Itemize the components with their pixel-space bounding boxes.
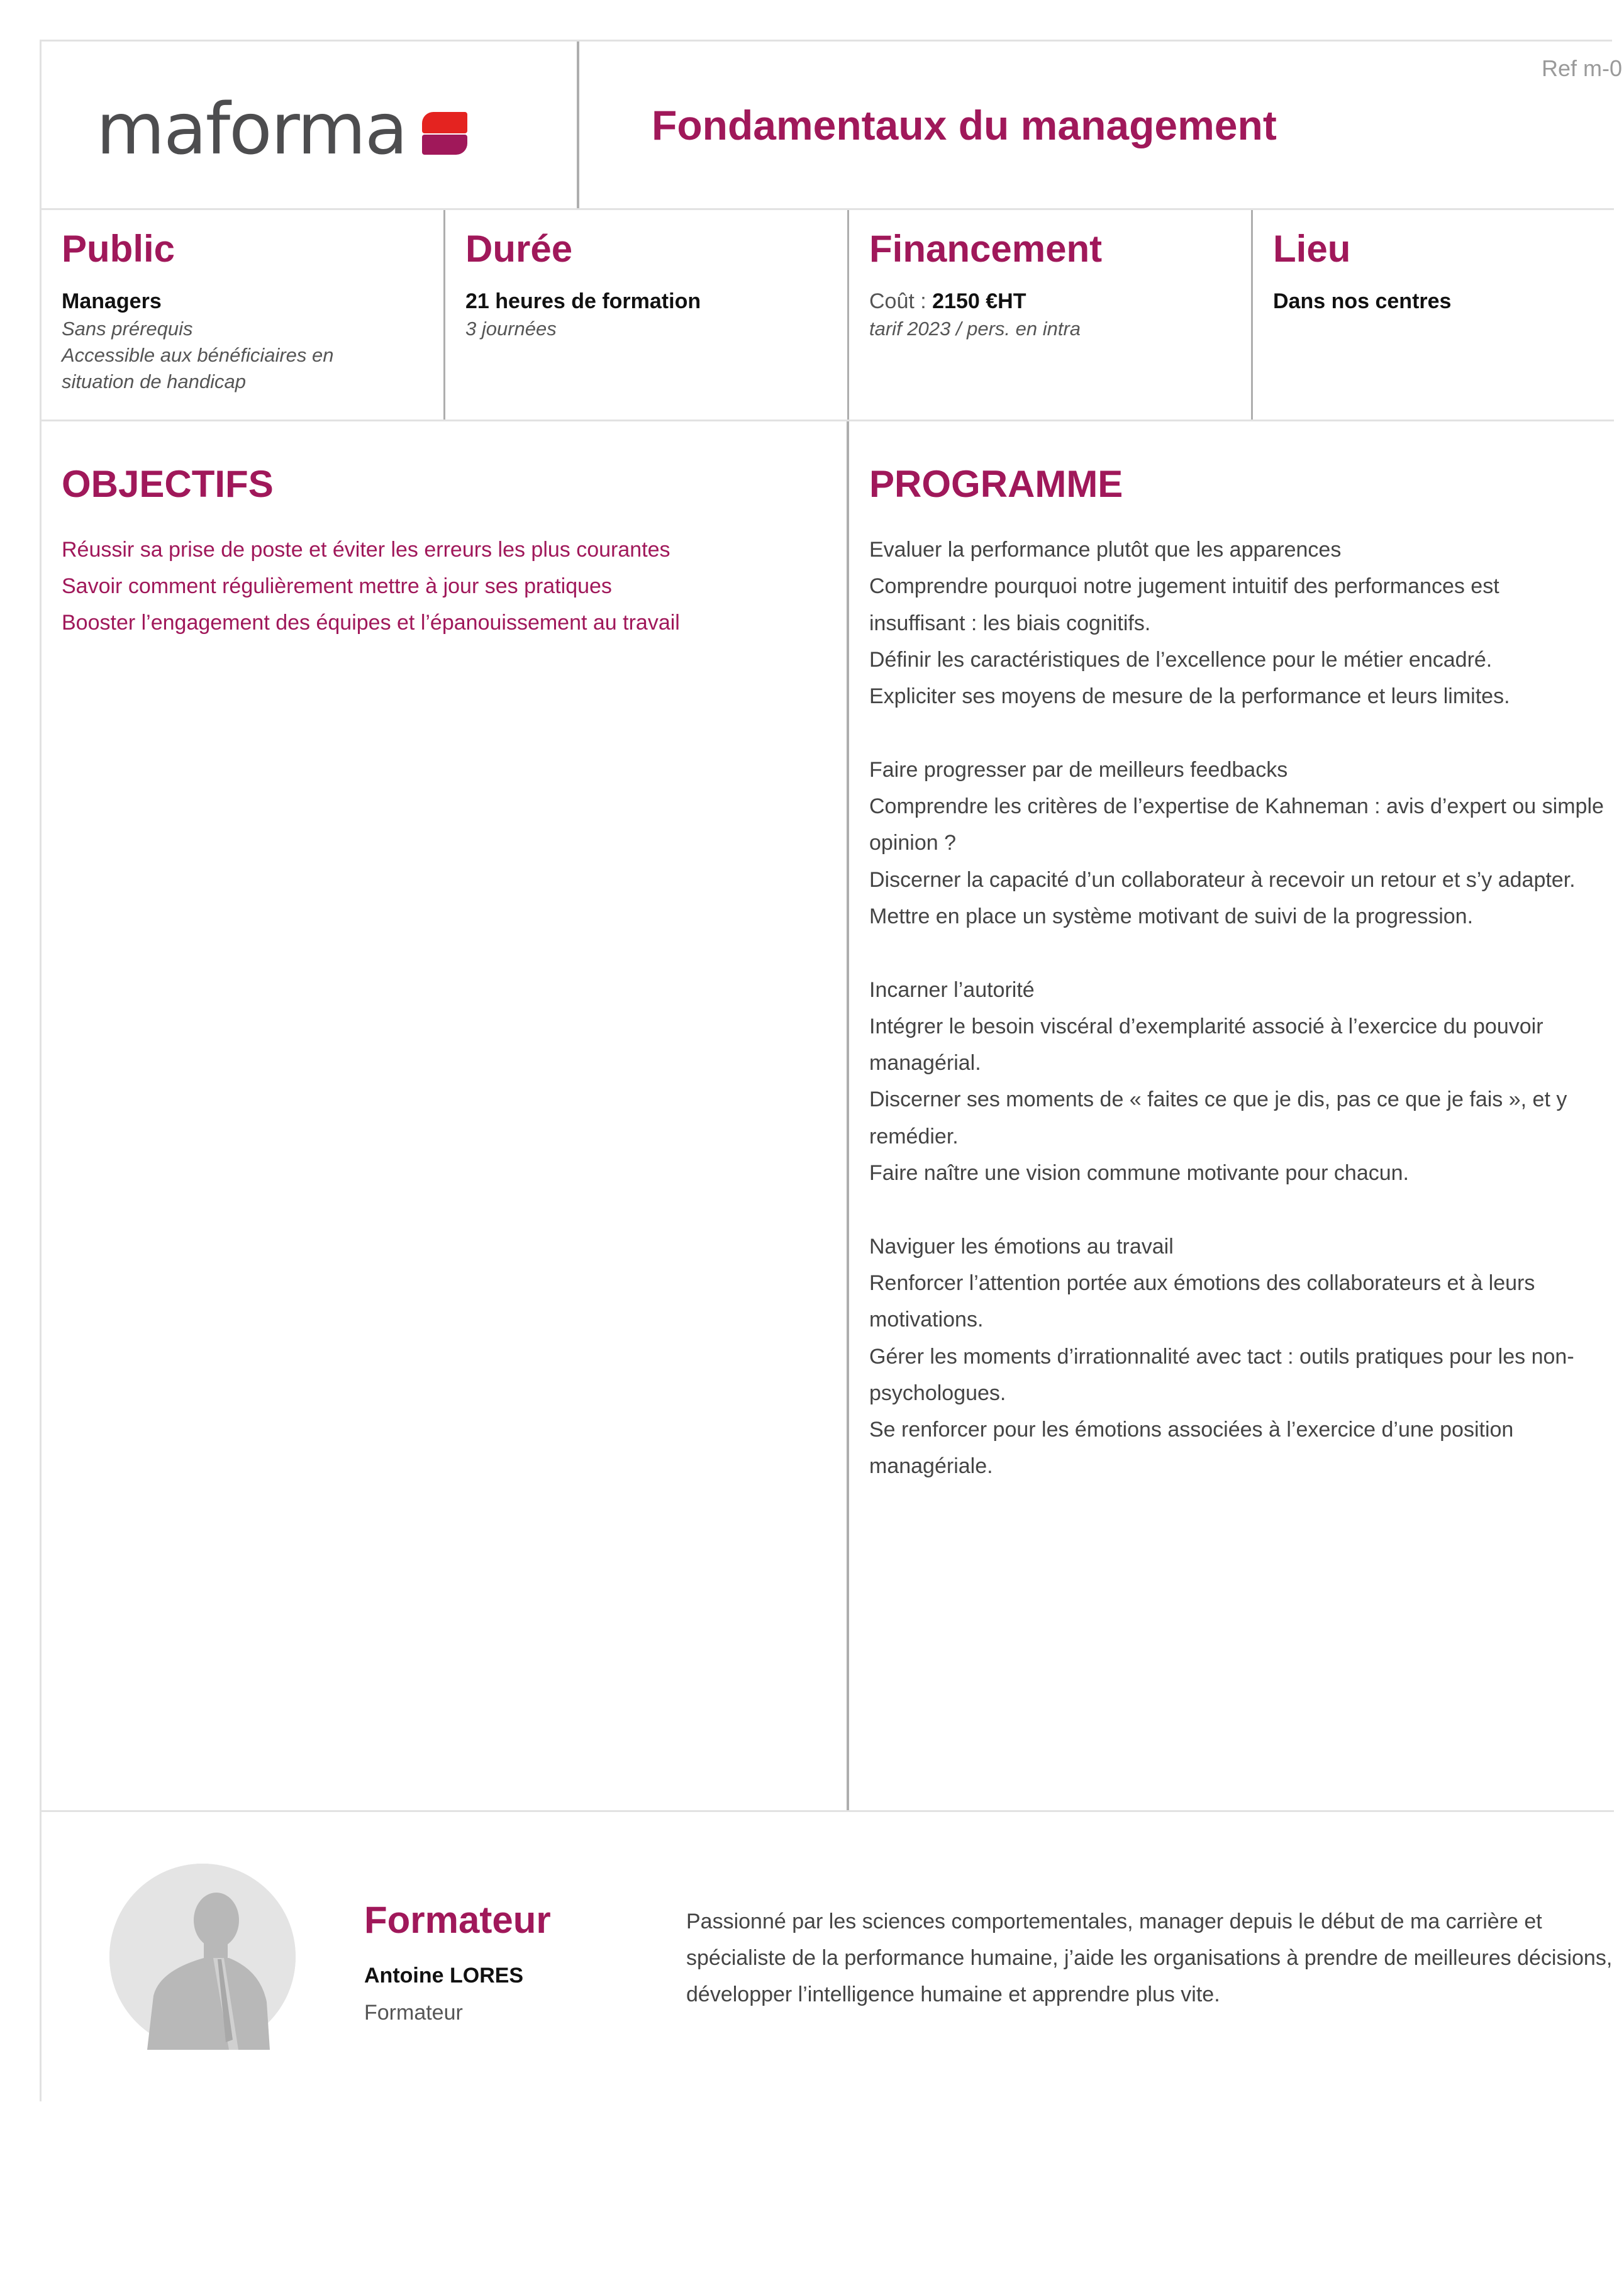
- header: [42, 42, 1623, 210]
- avatar: [109, 1864, 296, 2050]
- programme-line: Discerner la capacité d’un collaborateur à recevoir un retour et s’y adapter.: [869, 867, 1576, 892]
- objectif-item: Réussir sa prise de poste et éviter les erreurs les plus courantes: [62, 538, 670, 562]
- public-line: Accessible aux bénéficiaires en: [62, 344, 334, 366]
- programme-line: managériale.: [869, 1454, 993, 1479]
- programme-line: Renforcer l’attention portée aux émotions des collaborateurs et à leurs: [869, 1271, 1535, 1295]
- reference-code: Ref m-0: [1542, 55, 1623, 81]
- info-row: [42, 210, 1614, 421]
- programme-line: managérial.: [869, 1051, 981, 1076]
- logo-mark-icon: [422, 112, 467, 155]
- financement-cell: [849, 210, 1253, 420]
- programme-line: Faire progresser par de meilleurs feedbacks: [869, 757, 1288, 782]
- duree-main: 21 heures de formation: [465, 289, 701, 313]
- duree-sub: 3 journées: [465, 318, 557, 340]
- programme-line: Discerner ses moments de « faites ce que je dis, pas ce que je fais », et y: [869, 1087, 1567, 1112]
- trainer-name: Antoine LORES: [364, 1964, 524, 1988]
- objectif-item: Booster l’engagement des équipes et l’épanouissement au travail: [62, 611, 680, 635]
- programme-line: Comprendre les critères de l’expertise de Kahneman : avis d’expert ou simple: [869, 794, 1604, 819]
- person-silhouette-icon: [109, 1864, 296, 2050]
- programme-line: Se renforcer pour les émotions associées à l’exercice d’une position: [869, 1418, 1514, 1442]
- programme-line: Comprendre pourquoi notre jugement intuitif des performances est: [869, 574, 1499, 599]
- programme-heading: PROGRAMME: [869, 463, 1123, 505]
- cost-value: 2150 €HT: [932, 289, 1026, 313]
- programme-line: Incarner l’autorité: [869, 977, 1035, 1002]
- financement-sub: tarif 2023 / pers. en intra: [869, 318, 1081, 340]
- programme-line: Naviguer les émotions au travail: [869, 1234, 1174, 1259]
- programme-spacer: [869, 1191, 1624, 1228]
- duree-cell: [445, 210, 849, 420]
- trainer-role: Formateur: [364, 2001, 463, 2025]
- programme-line: Gérer les moments d’irrationnalité avec tact : outils pratiques pour les non-: [869, 1344, 1574, 1369]
- maforma-logo: [96, 89, 467, 170]
- programme-line: Définir les caractéristiques de l’excellence pour le métier encadré.: [869, 647, 1493, 672]
- public-main: Managers: [62, 289, 162, 313]
- programme-spacer: [869, 715, 1624, 751]
- programme-line: Evaluer la performance plutôt que les apparences: [869, 538, 1342, 562]
- programme-line: Expliciter ses moyens de mesure de la performance et leurs limites.: [869, 684, 1510, 709]
- bio-line: spécialiste de la performance humaine, j’aide les organisations à prendre de meilleures décisions,: [686, 1946, 1613, 1970]
- lieu-cell: [1253, 210, 1614, 420]
- objectifs-heading: OBJECTIFS: [62, 463, 274, 505]
- lieu-main: Dans nos centres: [1273, 289, 1452, 313]
- programme-line: Intégrer le besoin viscéral d’exemplarité associé à l’exercice du pouvoir: [869, 1014, 1543, 1038]
- programme-line: remédier.: [869, 1124, 959, 1148]
- document-frame: [40, 40, 1623, 2101]
- bio-line: développer l’intelligence humaine et apprendre plus vite.: [686, 1982, 1220, 2006]
- bio-line: Passionné par les sciences comportementales, manager depuis le début de ma carrière et: [686, 1910, 1542, 1933]
- programme-section: [849, 421, 1614, 1810]
- trainer-section: [42, 1812, 1614, 2101]
- programme-list: [869, 531, 1624, 1485]
- public-heading: Public: [62, 228, 175, 270]
- cost-label: Coût :: [869, 289, 933, 313]
- page-title: Fondamentaux du management: [652, 102, 1277, 148]
- programme-spacer: [869, 935, 1624, 971]
- logo-wordmark: maforma: [96, 89, 407, 170]
- public-line: situation de handicap: [62, 370, 247, 392]
- trainer-bio: [686, 1903, 1614, 2013]
- public-line: Sans prérequis: [62, 318, 193, 340]
- objectifs-section: [42, 421, 849, 1810]
- logo-cell: [42, 42, 579, 208]
- objectif-item: Savoir comment régulièrement mettre à jour ses pratiques: [62, 574, 612, 598]
- financement-heading: Financement: [869, 228, 1103, 270]
- programme-line: Faire naître une vision commune motivante pour chacun.: [869, 1161, 1410, 1186]
- duree-heading: Durée: [465, 228, 573, 270]
- programme-line: motivations.: [869, 1308, 984, 1332]
- cost-line: [869, 287, 1251, 316]
- programme-line: psychologues.: [869, 1381, 1006, 1405]
- programme-line: insuffisant : les biais cognitifs.: [869, 611, 1151, 635]
- programme-line: opinion ?: [869, 831, 957, 855]
- main-content: [42, 421, 1614, 1812]
- programme-line: Mettre en place un système motivant de suivi de la progression.: [869, 904, 1474, 928]
- lieu-heading: Lieu: [1273, 228, 1351, 270]
- formateur-heading: Formateur: [364, 1899, 551, 1941]
- public-cell: [42, 210, 445, 420]
